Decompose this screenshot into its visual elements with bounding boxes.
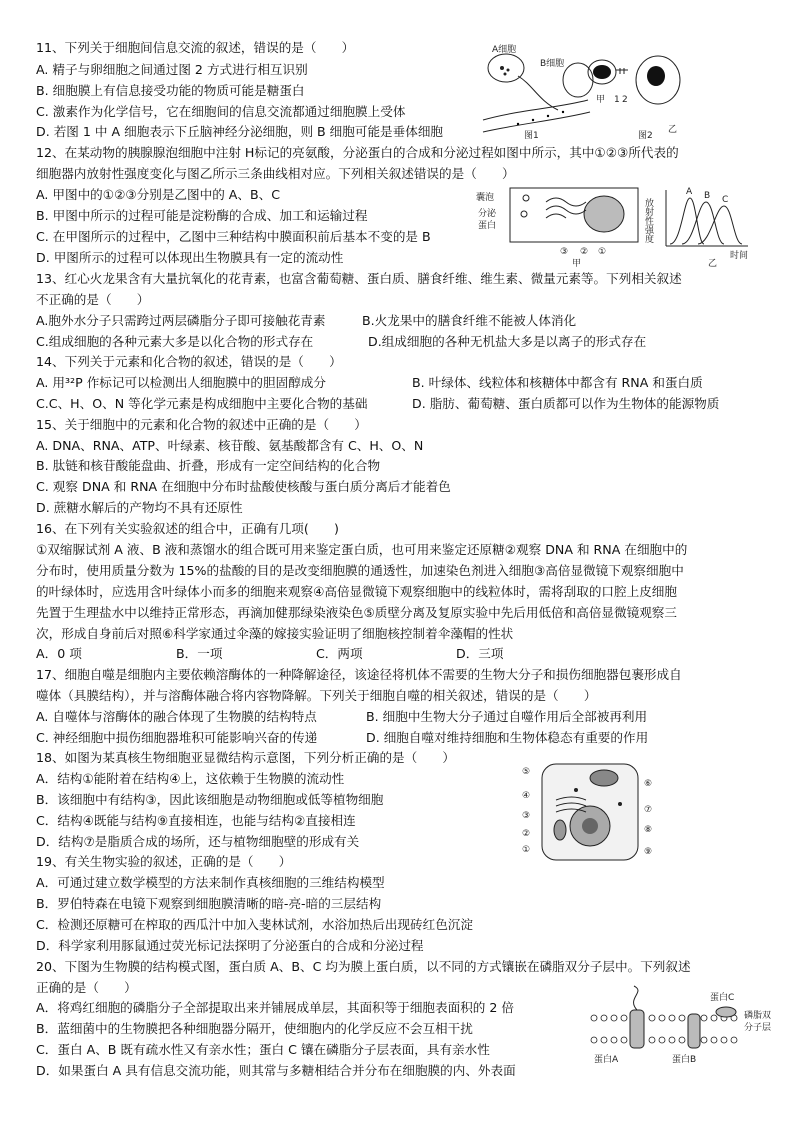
y-axis-label: 放射性强度 <box>643 198 653 243</box>
q17-stem-2: 噬体（具膜结构），并与溶酶体融合将内容物降解。下列关于细胞自噬的相关叙述，错误的是（ ） <box>36 688 597 703</box>
q13-option-c: C.组成细胞的各种元素大多是以化合物的形式存在 <box>36 334 314 349</box>
q18-option-a: A．结构①能附着在结构④上，这依赖于生物膜的流动性 <box>36 771 345 786</box>
secreted-protein-label-2: 蛋白 <box>478 221 497 231</box>
q16-stem: 16、在下列有关实验叙述的组合中，正确有几项( ) <box>36 521 339 536</box>
protein-b-label: 蛋白B <box>672 1055 697 1064</box>
q11-stem: 11、下列关于细胞间信息交流的叙述，错误的是（ ） <box>36 40 355 55</box>
q20-option-a: A．将鸡红细胞的磷脂分子全部提取出来并铺展成单层，其面积等于细胞表面积的 2 倍 <box>36 1000 515 1015</box>
bilayer-label-1: 磷脂双 <box>744 1011 772 1021</box>
q19-option-a: A．可通过建立数学模型的方法来制作真核细胞的三维结构模型 <box>36 875 385 890</box>
structure-3: ③ <box>522 811 531 821</box>
q14-option-d: D. 脂肪、葡萄糖、蛋白质都可以作为生物体的能源物质 <box>412 396 720 411</box>
structure-6: ⑥ <box>644 779 653 789</box>
q12-stem-1: 12、在某动物的胰腺腺泡细胞中注射 H标记的亮氨酸，分泌蛋白的合成和分泌过程如图中所示，其中①②③所代表的 <box>36 145 679 160</box>
vesicle-label: 囊泡 <box>476 193 495 203</box>
figure-2-n1: 1 <box>614 95 620 105</box>
b-cell-label: B细胞 <box>540 59 565 69</box>
q18-option-c: C．结构④既能与结构⑨直接相连，也能与结构②直接相连 <box>36 813 356 828</box>
q11-option-a: A. 精子与卵细胞之间通过图 2 方式进行相互识别 <box>36 62 308 77</box>
q14-option-b: B. 叶绿体、线粒体和核糖体中都含有 RNA 和蛋白质 <box>412 375 703 390</box>
structure-8: ⑧ <box>644 825 653 835</box>
secreted-protein-label-1: 分泌 <box>478 209 497 219</box>
q19-option-b: B．罗伯特森在电镜下观察到细胞膜清晰的暗-亮-暗的三层结构 <box>36 896 382 911</box>
a-cell-label: A细胞 <box>492 45 517 55</box>
q16-line-5: 次，形成自身前后对照⑥科学家通过伞藻的嫁接实验证明了细胞核控制着伞藻帽的性状 <box>36 626 514 641</box>
x-axis-label: 时间 <box>730 251 749 261</box>
figure-2-n2: 2 <box>622 95 628 105</box>
organelle-3: ③ <box>560 247 569 257</box>
q20-membrane-figure <box>586 984 782 1064</box>
structure-1: ① <box>522 845 531 855</box>
q18-stem: 18、如图为某真核生物细胞亚显微结构示意图，下列分析正确的是（ ） <box>36 750 456 765</box>
protein-a-label: 蛋白A <box>594 1055 619 1064</box>
q16-option-a: A．0 项 <box>36 646 82 661</box>
q20-option-d: D．如果蛋白 A 具有信息交流功能，则其常与多糖相结合并分布在细胞膜的内、外表面 <box>36 1063 516 1078</box>
q17-option-d: D. 细胞自噬对维持细胞和生物体稳态有重要的作用 <box>366 730 649 745</box>
peak-b-label: B <box>704 191 711 201</box>
q17-option-a: A. 自噬体与溶酶体的融合体现了生物膜的结构特点 <box>36 709 317 724</box>
q17-option-c: C. 神经细胞中损伤细胞器堆积可能影响兴奋的传递 <box>36 730 318 745</box>
figure-1-caption: 图1 <box>524 131 539 140</box>
q20-stem-1: 20、下图为生物膜的结构模式图，蛋白质 A、B、C 均为膜上蛋白质，以不同的方式镶嵌在磷脂双分子层中。下列叙述 <box>36 959 691 974</box>
q18-cell-figure <box>520 760 660 868</box>
structure-2: ② <box>522 829 531 839</box>
q19-option-c: C．检测还原糖可在榨取的西瓜汁中加入斐林试剂，水浴加热后出现砖红色沉淀 <box>36 917 473 932</box>
figure-2-caption: 图2 <box>638 131 653 140</box>
q14-stem: 14、下列关于元素和化合物的叙述，错误的是（ ） <box>36 354 342 369</box>
structure-4: ④ <box>522 791 531 801</box>
q13-option-d: D.组成细胞的各种无机盐大多是以离子的形式存在 <box>368 334 647 349</box>
q20-stem-2: 正确的是（ ） <box>36 980 137 995</box>
q16-line-4: 先置于生理盐水中以维持正常形态，再滴加健那绿染液染色⑤质壁分离及复原实验中先后用低倍和高倍显微镜观察三 <box>36 605 677 620</box>
q12-option-b: B. 甲图中所示的过程可能是淀粉酶的合成、加工和运输过程 <box>36 208 368 223</box>
q15-option-d: D. 蔗糖水解后的产物均不具有还原性 <box>36 500 243 515</box>
q13-option-b: B.火龙果中的膳食纤维不能被人体消化 <box>362 313 577 328</box>
q13-option-a: A.胞外水分子只需跨过两层磷脂分子即可接触花青素 <box>36 313 326 328</box>
q19-stem: 19、有关生物实验的叙述，正确的是（ ） <box>36 854 292 869</box>
structure-9: ⑨ <box>644 847 653 857</box>
structure-7: ⑦ <box>644 805 653 815</box>
q12-option-d: D. 甲图所示的过程可以体现出生物膜具有一定的流动性 <box>36 250 344 265</box>
organelle-2: ② <box>580 247 589 257</box>
figure-2-yi: 乙 <box>668 125 678 135</box>
q14-option-c: C.C、H、O、N 等化学元素是构成细胞中主要化合物的基础 <box>36 396 368 411</box>
q20-option-b: B．蓝细菌中的生物膜把各种细胞器分隔开，使细胞内的化学反应不会互相干扰 <box>36 1021 473 1036</box>
q17-option-b: B. 细胞中生物大分子通过自噬作用后全部被再利用 <box>366 709 648 724</box>
q18-option-d: D．结构⑦是脂质合成的场所，还与植物细胞壁的形成有关 <box>36 834 360 849</box>
q16-line-3: 的叶绿体时，应选用含叶绿体小而多的细胞来观察④高倍显微镜下观察细胞中的线粒体时，需将刮取的口腔上皮细胞 <box>36 584 677 599</box>
q16-option-d: D．三项 <box>456 646 504 661</box>
q15-option-b: B. 肽链和核苷酸能盘曲、折叠，形成有一定空间结构的化合物 <box>36 458 381 473</box>
q11-figure-1 <box>478 40 690 140</box>
bilayer-label-2: 分子层 <box>744 1023 772 1033</box>
q19-option-d: D．科学家利用豚鼠通过荧光标记法探明了分泌蛋白的合成和分泌过程 <box>36 938 424 953</box>
q15-stem: 15、关于细胞中的元素和化合物的叙述中正确的是（ ） <box>36 417 367 432</box>
peak-c-label: C <box>722 195 729 205</box>
q16-option-c: C．两项 <box>316 646 363 661</box>
q12-stem-2: 细胞器内放射性强度变化与图乙所示三条曲线相对应。下列相关叙述错误的是（ ） <box>36 166 515 181</box>
structure-5: ⑤ <box>522 767 531 777</box>
peak-a-label: A <box>686 187 693 197</box>
figure-2-jia: 甲 <box>596 95 606 105</box>
q12-option-a: A. 甲图中的①②③分别是乙图中的 A、B、C <box>36 187 281 202</box>
figure-yi-label: 乙 <box>708 259 718 268</box>
organelle-1: ① <box>598 247 607 257</box>
q16-line-1: ①双缩脲试剂 A 液、B 液和蒸馏水的组合既可用来鉴定蛋白质，也可用来鉴定还原糖②观察 DNA 和 RNA 在细胞中的 <box>36 542 688 557</box>
q11-option-c: C. 激素作为化学信号，它在细胞间的信息交流都通过细胞膜上受体 <box>36 104 406 119</box>
q12-option-c: C. 在甲图所示的过程中，乙图中三种结构中膜面积前后基本不变的是 B <box>36 229 431 244</box>
q13-stem-1: 13、红心火龙果含有大量抗氧化的花青素，也富含葡萄糖、蛋白质、膳食纤维、维生素、微量元素等。下列相关叙述 <box>36 271 682 286</box>
q18-option-b: B．该细胞中有结构③，因此该细胞是动物细胞或低等植物细胞 <box>36 792 384 807</box>
q17-stem-1: 17、细胞自噬是细胞内主要依赖溶酶体的一种降解途径，该途径将机体不需要的生物大分子和损伤细胞器包裹形成自 <box>36 667 682 682</box>
q15-option-a: A. DNA、RNA、ATP、叶绿素、核苷酸、氨基酸都含有 C、H、O、N <box>36 438 424 453</box>
q11-option-d: D. 若图 1 中 A 细胞表示下丘脑神经分泌细胞，则 B 细胞可能是垂体细胞 <box>36 124 444 139</box>
q20-option-c: C．蛋白 A、B 既有疏水性又有亲水性；蛋白 C 镶在磷脂分子层表面，具有亲水性 <box>36 1042 490 1057</box>
q16-option-b: B．一项 <box>176 646 223 661</box>
q11-option-b: B. 细胞膜上有信息接受功能的物质可能是糖蛋白 <box>36 83 305 98</box>
q13-stem-2: 不正确的是（ ） <box>36 292 150 307</box>
q14-option-a: A. 用³²P 作标记可以检测出人细胞膜中的胆固醇成分 <box>36 375 326 390</box>
q16-line-2: 分布时，使用质量分数为 15%的盐酸的目的是改变细胞膜的通透性，加速染色剂进入细胞③高倍显微镜下观察细胞中 <box>36 563 684 578</box>
figure-jia-label: 甲 <box>572 259 582 268</box>
protein-c-label: 蛋白C <box>710 993 735 1003</box>
q12-figure <box>476 184 776 268</box>
q15-option-c: C. 观察 DNA 和 RNA 在细胞中分布时盐酸使核酸与蛋白质分离后才能着色 <box>36 479 451 494</box>
